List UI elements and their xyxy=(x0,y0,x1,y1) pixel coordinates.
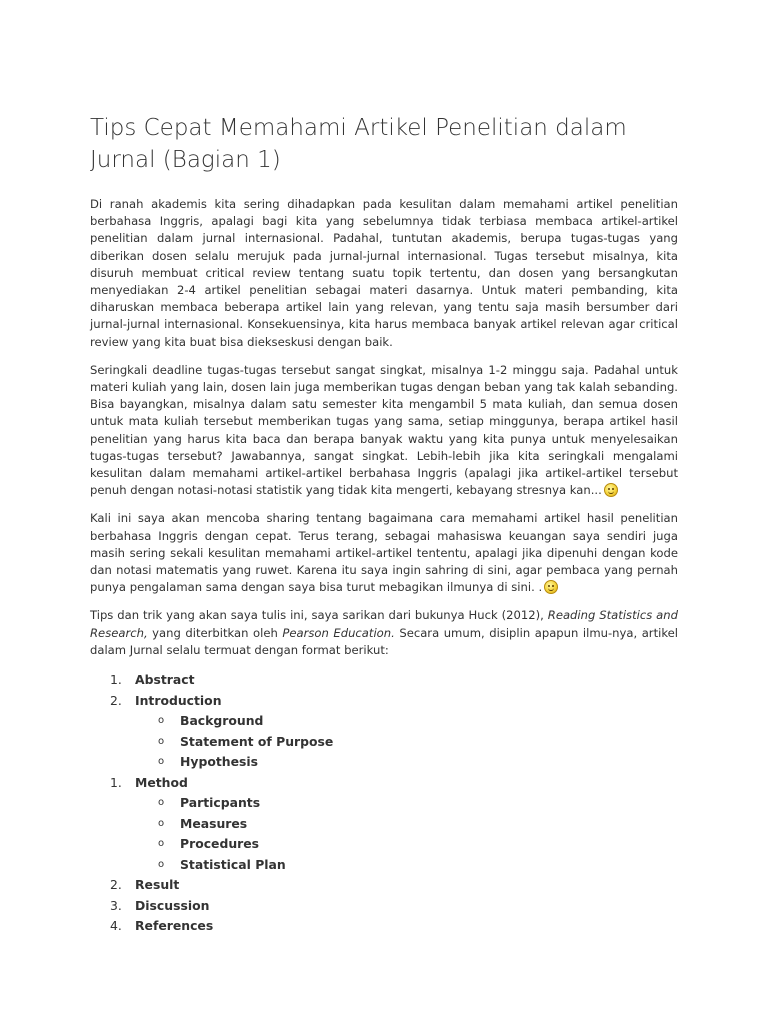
list-number: 1. xyxy=(110,774,122,790)
hollow-bullet-icon: o xyxy=(158,715,165,727)
list-item xyxy=(90,691,678,712)
list-item xyxy=(90,916,678,937)
paragraph-3 xyxy=(90,510,678,596)
publisher-name: Pearson Education. xyxy=(282,625,395,640)
list-number: 4. xyxy=(110,918,122,934)
sub-list-item-label: Background xyxy=(180,713,264,729)
list-item xyxy=(90,875,678,896)
list-item-label: Introduction xyxy=(135,692,222,708)
paragraph-4-text-c: Secara umum, disiplin apapun ilmu-nya, artikel dalam Jurnal selalu termuat dengan format berikut: xyxy=(90,625,678,657)
list-item-label: Abstract xyxy=(135,672,195,688)
paragraph-3-text: Kali ini saya akan mencoba sharing tentang bagaimana cara memahami artikel hasil penelitian berbahasa Inggris dengan cepat. Terus terang, sebagai mahasiswa keuangan saya sendiri juga masih sering sekali kesulitan memahami artikel-artikel tententu, apalagi jika dipenuhi dengan kode dan notasi matematis yang ruwet. Karena itu saya ingin sahring di sini, agar pembaca yang pernah punya pengalaman sama dengan saya bisa turut mebagikan ilmunya di sini. . xyxy=(90,511,678,595)
sub-list-item-label: Statistical Plan xyxy=(180,856,286,872)
paragraph-2 xyxy=(90,362,678,500)
sub-list-item xyxy=(90,855,678,876)
paragraph-2-text: Seringkali deadline tugas-tugas tersebut sangat singkat, misalnya 1-2 minggu saja. Padahal untuk materi kuliah yang lain, dosen lain juga memberikan tugas dengan beban yang tak kalah sebanding. Bisa bayangkan, misalnya dalam satu semester kita mengambil 5 mata kuliah, dan semua dosen untuk mata kuliah tersebut memberikan tugas yang sama, setiap minggunya, berapa artikel hasil penelitian yang harus kita baca dan berapa banyak waktu yang kita punya untuk menyelesaikan tugas-tugas tersebut? Jawabannya, sangat singkat. Lebih-lebih jika kita seringkali mengalami kesulitan dalam memahami artikel-artikel berbahasa Inggris (apalagi jika artikel-artikel tersebut penuh dengan notasi-notasi statistik yang tidak kita mengerti, kebayang stresnya kan... xyxy=(90,362,678,498)
paragraph-4 xyxy=(90,607,678,659)
sub-list-item xyxy=(90,814,678,835)
list-item-label: Method xyxy=(135,774,188,790)
paragraph-1: Di ranah akademis kita sering dihadapkan pada kesulitan dalam memahami artikel penelitian berbahasa Inggris, apalagi bagi kita yang sebelumnya tidak terbiasa membaca artikel-artikel penelitian dalam jurnal internasional. Padahal, tuntutan akademis, berupa tugas-tugas yang diberikan dosen selalu merujuk pada jurnal-jurnal internasional. Tugas tersebut misalnya, kita disuruh membuat critical review tentang suatu topik tertentu, dan dosen yang bersangkutan menyediakan 2-4 artikel penelitian sebagai materi dasarnya. Untuk materi pembanding, kita diharuskan membaca beberapa artikel lain yang relevan, yang tentu saja masih bersumber dari jurnal-jurnal internasional. Konsekuensinya, kita harus membaca banyak artikel relevan agar critical review yang kita buat bisa diekseskusi dengan baik. xyxy=(90,197,678,349)
smiley-face-icon xyxy=(604,483,618,497)
sub-list-item xyxy=(90,732,678,753)
book-title: Reading Statistics and Research, xyxy=(90,608,678,640)
hollow-bullet-icon: o xyxy=(158,838,165,850)
paragraph-4-text-b: yang diterbitkan oleh xyxy=(147,625,283,640)
list-item-label: Result xyxy=(135,877,180,893)
sub-list-item xyxy=(90,834,678,855)
list-number: 1. xyxy=(110,672,122,688)
hollow-bullet-icon: o xyxy=(158,817,165,829)
sub-list-item-label: Particpants xyxy=(180,795,261,811)
article-title: Tips Cepat Memahami Artikel Penelitian dalam Jurnal (Bagian 1) xyxy=(90,115,627,173)
list-number: 2. xyxy=(110,877,122,893)
sub-list-item-label: Measures xyxy=(180,815,248,831)
sub-list-item-label: Hypothesis xyxy=(180,754,258,770)
sub-list-item xyxy=(90,711,678,732)
paragraph-4-text-a: Tips dan trik yang akan saya tulis ini, saya sarikan dari bukunya Huck (2012), xyxy=(90,608,548,623)
list-item xyxy=(90,896,678,917)
list-item xyxy=(90,773,678,794)
list-number: 3. xyxy=(110,897,122,913)
list-number: 2. xyxy=(110,692,122,708)
sub-list-item-label: Procedures xyxy=(180,836,260,852)
hollow-bullet-icon: o xyxy=(158,756,165,768)
hollow-bullet-icon: o xyxy=(158,735,165,747)
smiley-face-icon xyxy=(544,580,558,594)
sub-list-item xyxy=(90,793,678,814)
hollow-bullet-icon: o xyxy=(158,797,165,809)
list-item-label: References xyxy=(135,918,214,934)
list-item xyxy=(90,670,678,691)
list-item-label: Discussion xyxy=(135,897,210,913)
hollow-bullet-icon: o xyxy=(158,858,165,870)
sub-list-item xyxy=(90,752,678,773)
journal-format-list xyxy=(90,670,678,937)
sub-list-item-label: Statement of Purpose xyxy=(180,733,334,749)
